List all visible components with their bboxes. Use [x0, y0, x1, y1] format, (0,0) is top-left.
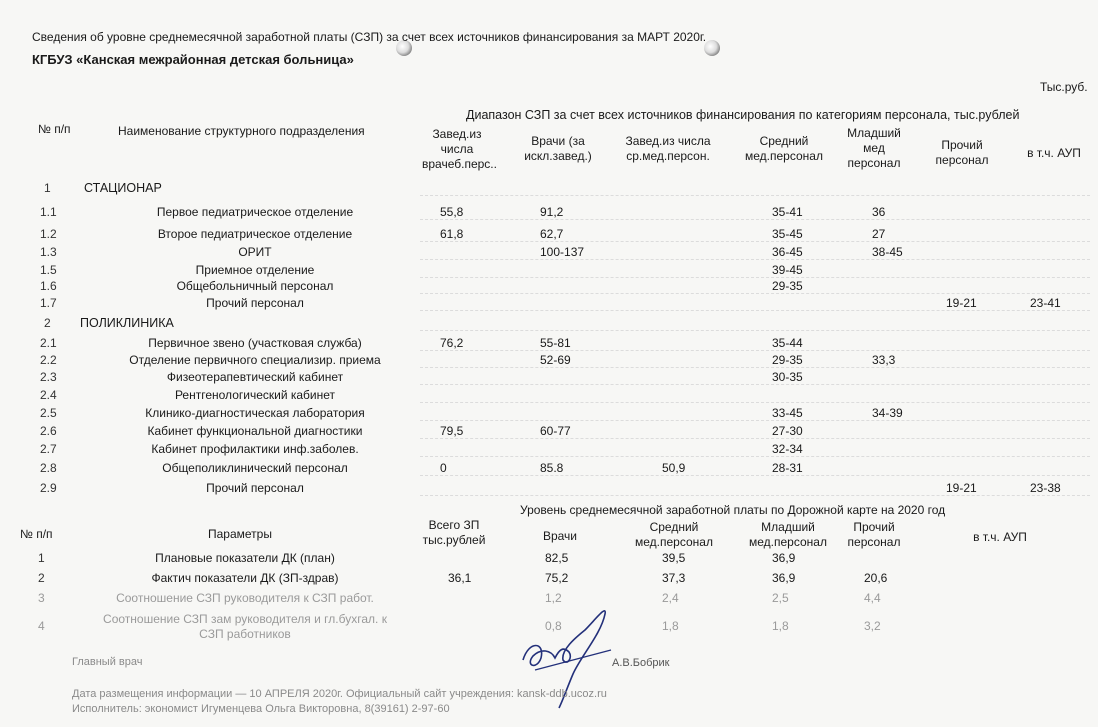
cell-sredniy: 2,4 — [662, 591, 679, 605]
cell-sredniy: 39-45 — [772, 263, 803, 277]
department-name: Физеотерапевтический кабинет — [166, 370, 344, 384]
row-divider — [420, 195, 1090, 196]
cell-vrachi: 62,7 — [540, 227, 564, 241]
cell-vrachi: 55-81 — [540, 336, 571, 350]
department-name: Кабинет функциональной диагностики — [147, 424, 363, 438]
cell-zav-vrach: 0 — [440, 461, 447, 475]
roadmap-title: Уровень среднемесячной заработной платы по Дорожной карте на 2020 год — [520, 503, 946, 517]
cell-total: 36,1 — [448, 571, 472, 585]
col-mladshiy-header: Младший мед персонал — [847, 126, 901, 170]
row-number: 1.6 — [40, 279, 57, 293]
cell-vrachi: 75,2 — [545, 571, 569, 585]
department-name: Общеполиклинический персонал — [162, 461, 348, 475]
row-number: 2.4 — [40, 388, 57, 402]
cell-sredniy: 39,5 — [662, 551, 686, 565]
cell-mladshiy: 27 — [872, 227, 886, 241]
row-number: 2.2 — [40, 353, 57, 367]
cell-sredniy: 29-35 — [772, 279, 803, 293]
row-divider — [420, 495, 1090, 496]
section-heading: СТАЦИОНАР — [84, 181, 162, 195]
row-number: 2.7 — [40, 442, 57, 456]
row-divider — [420, 367, 1090, 368]
cell-sredniy: 35-41 — [772, 205, 803, 219]
placement-note: Дата размещения информации — 10 АПРЕЛЯ 2020г. Официальный сайт учреждения: kansk-ddb.ucoz.ru — [72, 688, 607, 700]
signer-name: А.В.Бобрик — [612, 657, 670, 669]
t2-col-params-header: Параметры — [208, 527, 272, 541]
row-number: 2 — [38, 571, 45, 585]
cell-mladshiy: 2,5 — [772, 591, 789, 605]
row-divider — [420, 277, 1090, 278]
t2-col-aup-header: в т.ч. АУП — [973, 530, 1027, 544]
cell-sredniy: 30-35 — [772, 370, 803, 384]
col-name-header: Наименование структурного подразделения — [118, 124, 365, 138]
cell-prochiy: 20,6 — [864, 571, 888, 585]
row-number: 2.5 — [40, 406, 57, 420]
department-name: ОРИТ — [238, 245, 272, 259]
row-number: 2.8 — [40, 461, 57, 475]
cell-sredniy: 35-45 — [772, 227, 803, 241]
department-name: Приемное отделение — [195, 263, 315, 277]
row-number: 1 — [44, 181, 51, 195]
t2-col-prochiy-header: Прочий персонал — [847, 520, 901, 549]
t2-col-sredniy-header: Средний мед.персонал — [635, 520, 713, 549]
cell-mladshiy: 38-45 — [872, 245, 903, 259]
col-vrachi-header: Врачи (за искл.завед.) — [524, 134, 592, 163]
cell-aup: 23-38 — [1030, 481, 1061, 495]
cell-vrachi: 52-69 — [540, 353, 571, 367]
parameter-name: Фактич показатели ДК (ЗП-здрав) — [151, 571, 339, 585]
row-divider — [420, 310, 1090, 311]
row-divider — [420, 438, 1090, 439]
col-prochiy-header: Прочий персонал — [935, 138, 989, 167]
cell-prochiy: 4,4 — [864, 591, 881, 605]
cell-sredniy: 36-45 — [772, 245, 803, 259]
row-number: 1.7 — [40, 296, 57, 310]
cell-vrachi: 91,2 — [540, 205, 564, 219]
cell-sredniy: 35-44 — [772, 336, 803, 350]
units-label: Тыс.руб. — [1040, 80, 1088, 94]
cell-vrachi: 1,2 — [545, 591, 562, 605]
cell-mladshiy: 36,9 — [772, 551, 796, 565]
cell-aup: 23-41 — [1030, 296, 1061, 310]
row-number: 1.3 — [40, 245, 57, 259]
department-name: Второе педиатрическое отделение — [157, 227, 353, 241]
cell-vrachi: 100-137 — [540, 245, 585, 259]
cell-prochiy: 19-21 — [946, 296, 977, 310]
row-number: 1.1 — [40, 205, 57, 219]
t2-col-num-header: № п/п — [20, 527, 53, 541]
row-divider — [420, 330, 1090, 331]
range-title: Диапазон СЗП за счет всех источников финансирования по категориям персонала, тыс.рублей — [466, 108, 1020, 122]
col-zav-sr-header: Завед.из числа ср.мед.персон. — [625, 134, 711, 163]
row-divider — [420, 384, 1090, 385]
cell-zav-vrach: 79,5 — [440, 424, 464, 438]
parameter-name: Плановые показатели ДК (план) — [155, 551, 335, 565]
department-name: Отделение первичного специализир. приема — [129, 353, 381, 367]
cell-sredniy: 33-45 — [772, 406, 803, 420]
cell-mladshiy: 1,8 — [772, 619, 789, 633]
t2-col-total-header: Всего ЗП тыс.рублей — [422, 518, 486, 547]
row-divider — [420, 350, 1090, 351]
col-sredniy-header: Средний мед.персонал — [745, 134, 823, 163]
executor-note: Исполнитель: экономист Игуменцева Ольга Викторовна, 8(39161) 2-97-60 — [72, 703, 450, 715]
row-number: 4 — [38, 619, 45, 633]
department-name: Первое педиатрическое отделение — [156, 205, 354, 219]
department-name: Первичное звено (участковая служба) — [148, 336, 362, 350]
cell-prochiy: 3,2 — [864, 619, 881, 633]
parameter-name: Соотношение СЗП зам руководителя и гл.бухгал. к — [103, 612, 387, 626]
row-divider — [420, 456, 1090, 457]
t2-col-mladshiy-header: Младший мед.персонал — [749, 520, 827, 549]
cell-zav-vrach: 76,2 — [440, 336, 464, 350]
row-divider — [420, 293, 1090, 294]
row-divider — [420, 402, 1090, 403]
row-number: 3 — [38, 591, 45, 605]
cell-zav-vrach: 61,8 — [440, 227, 464, 241]
cell-zav-sr: 50,9 — [662, 461, 686, 475]
cell-vrachi: 0,8 — [545, 619, 562, 633]
chief-label: Главный врач — [72, 656, 143, 668]
cell-vrachi: 82,5 — [545, 551, 569, 565]
document-title: Сведения об уровне среднемесячной заработной платы (СЗП) за счет всех источников финансирования за МАРТ 2020г. — [32, 30, 707, 44]
row-divider — [420, 420, 1090, 421]
parameter-name: Соотношение СЗП руководителя к СЗП работ. — [116, 591, 374, 605]
row-number: 1.2 — [40, 227, 57, 241]
punch-hole — [704, 40, 720, 56]
col-aup-header: в т.ч. АУП — [1027, 146, 1081, 160]
department-name: Клинико-диагностическая лаборатория — [145, 406, 365, 420]
cell-sredniy: 32-34 — [772, 442, 803, 456]
parameter-name: СЗП работников — [199, 627, 291, 641]
cell-mladshiy: 34-39 — [872, 406, 903, 420]
row-divider — [420, 241, 1090, 242]
cell-vrachi: 85.8 — [540, 461, 564, 475]
section-heading: ПОЛИКЛИНИКА — [80, 316, 174, 330]
cell-zav-vrach: 55,8 — [440, 205, 464, 219]
col-num-header: № п/п — [38, 122, 71, 136]
cell-sredniy: 1,8 — [662, 619, 679, 633]
row-number: 1.5 — [40, 263, 57, 277]
cell-mladshiy: 33,3 — [872, 353, 896, 367]
cell-sredniy: 27-30 — [772, 424, 803, 438]
row-divider — [420, 259, 1090, 260]
t2-col-vrachi-header: Врачи — [542, 529, 578, 543]
cell-vrachi: 60-77 — [540, 424, 571, 438]
row-divider — [420, 219, 1090, 220]
row-number: 2.3 — [40, 370, 57, 384]
cell-sredniy: 28-31 — [772, 461, 803, 475]
department-name: Кабинет профилактики инф.заболев. — [151, 442, 359, 456]
row-number: 1 — [38, 551, 45, 565]
row-divider — [420, 475, 1090, 476]
organization-name: КГБУЗ «Канская межрайонная детская больница» — [32, 52, 354, 67]
department-name: Прочий персонал — [206, 481, 304, 495]
cell-prochiy: 19-21 — [946, 481, 977, 495]
row-number: 2.6 — [40, 424, 57, 438]
col-zav-vrach-header: Завед.из числа врачеб.перс.. — [422, 127, 497, 171]
row-number: 2.9 — [40, 481, 57, 495]
row-number: 2 — [44, 316, 51, 330]
department-name: Рентгенологический кабинет — [174, 388, 336, 402]
cell-sredniy: 37,3 — [662, 571, 686, 585]
department-name: Общебольничный персонал — [176, 279, 334, 293]
department-name: Прочий персонал — [206, 296, 304, 310]
row-number: 2.1 — [40, 336, 57, 350]
cell-mladshiy: 36,9 — [772, 571, 796, 585]
cell-sredniy: 29-35 — [772, 353, 803, 367]
cell-mladshiy: 36 — [872, 205, 886, 219]
